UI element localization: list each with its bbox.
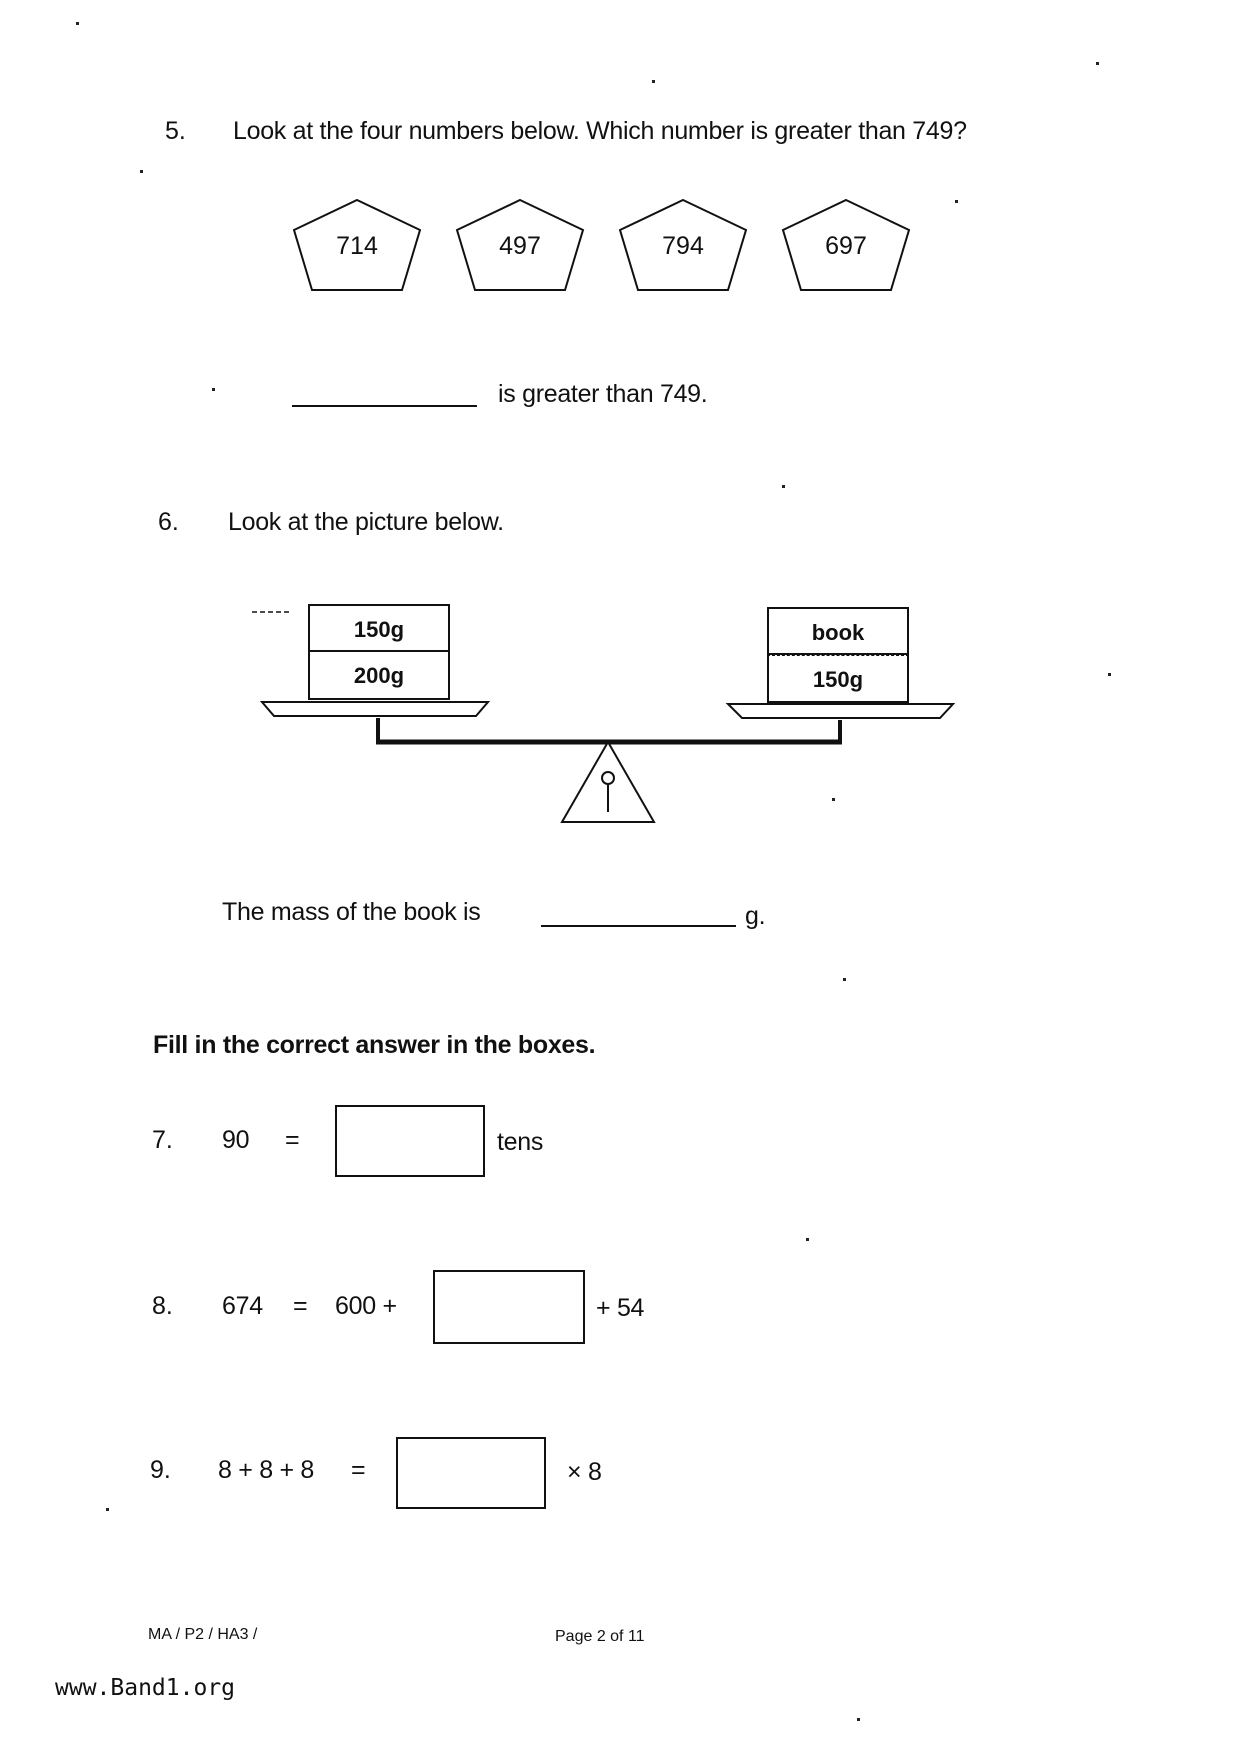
q8-part1: 600 + [335,1292,397,1320]
weight-150g-right: 150g [767,655,909,703]
q5-option-2-value: 497 [499,232,541,260]
q9-answer-box[interactable] [396,1437,546,1509]
scan-speck [1108,673,1111,676]
scan-speck [1096,62,1099,65]
scan-speck [832,798,835,801]
q8-number: 8. [152,1292,173,1320]
q5-option-1-value: 714 [336,232,378,260]
q5-option-2 [455,198,585,293]
q6-number: 6. [158,508,179,536]
scan-speck [782,485,785,488]
q5-option-3-value: 794 [662,232,704,260]
q6-answer-prefix: The mass of the book is [222,898,481,926]
q8-equals: = [293,1292,308,1320]
scan-speck [955,200,958,203]
q5-option-4-value: 697 [825,232,867,260]
weight-150g-left: 150g [308,604,450,652]
q8-part2: + 54 [596,1294,645,1322]
q6-question: Look at the picture below. [228,508,504,536]
q7-answer-box[interactable] [335,1105,485,1177]
q6-answer-unit: g. [745,902,766,930]
scan-speck [140,170,143,173]
scan-speck [652,80,655,83]
q9-equals: = [351,1456,366,1484]
book-block: book [767,607,909,655]
q9-number: 9. [150,1456,171,1484]
right-pan [728,704,953,718]
q5-question: Look at the four numbers below. Which number is greater than 749? [233,117,967,145]
weight-200g-left: 200g [308,652,450,700]
q8-answer-box[interactable] [433,1270,585,1344]
footer-website: www.Band1.org [55,1675,236,1701]
q7-right: tens [497,1128,544,1156]
q5-option-1 [292,198,422,293]
q5-number: 5. [165,117,186,145]
scan-speck [76,22,79,25]
q7-number: 7. [152,1126,173,1154]
section-instruction: Fill in the correct answer in the boxes. [153,1031,596,1059]
q5-answer-suffix: is greater than 749. [498,380,708,408]
q5-option-3 [618,198,748,293]
scan-speck [857,1718,860,1721]
scan-speck [843,978,846,981]
q7-equals: = [285,1126,300,1154]
scan-speck [806,1238,809,1241]
q9-right: × 8 [567,1458,602,1486]
q9-left: 8 + 8 + 8 [218,1456,314,1484]
q5-option-4 [781,198,911,293]
scan-speck [212,388,215,391]
scan-speck [106,1508,109,1511]
q8-left: 674 [222,1292,263,1320]
q5-answer-blank[interactable] [292,405,477,407]
q6-answer-blank[interactable] [541,925,736,927]
footer-code: MA / P2 / HA3 / [148,1626,258,1643]
footer-page-number: Page 2 of 11 [555,1628,645,1645]
left-pan [262,702,488,716]
q7-left: 90 [222,1126,250,1154]
